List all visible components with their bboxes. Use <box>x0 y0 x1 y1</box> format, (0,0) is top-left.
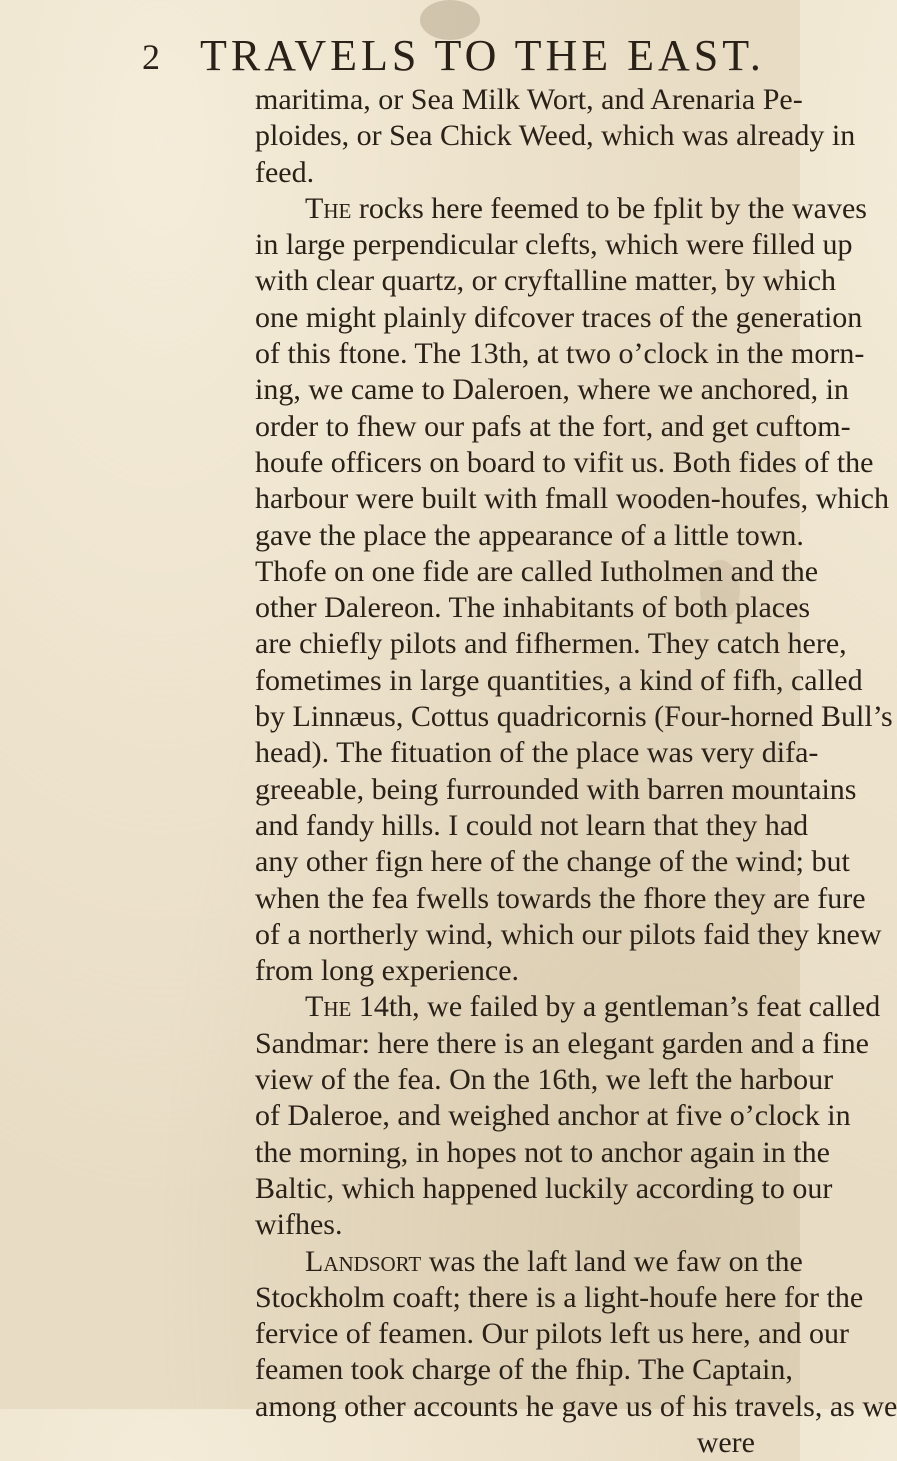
line-text: any other fign here of the change of the wind; but <box>255 845 850 879</box>
line-text: rocks here feemed to be fplit by the waves <box>351 191 867 225</box>
line-text: and fandy hills. I could not learn that they had <box>255 808 809 842</box>
text-line <box>255 409 851 445</box>
line-text: view of the fea. On the 16th, we left the harbour <box>255 1063 834 1097</box>
text-line <box>255 1098 851 1134</box>
line-text: when the fea fwells towards the fhore they are fure <box>255 881 866 915</box>
running-title: TRAVELS TO THE EAST. <box>200 31 765 80</box>
text-line <box>255 699 893 735</box>
paragraph-lead: Landsort <box>305 1244 422 1278</box>
text-line <box>255 191 867 227</box>
line-text: from long experience. <box>255 954 520 988</box>
line-text: head). The fituation of the place was very difa- <box>255 736 819 770</box>
paragraph-lead: The <box>305 990 352 1024</box>
line-text: among other accounts he gave us of his travels, as we <box>255 1389 897 1423</box>
body-text <box>255 82 897 1461</box>
line-text: was the laft land we faw on the <box>421 1244 803 1278</box>
text-line <box>255 1207 755 1243</box>
line-text: gave the place the appearance of a little town. <box>255 518 804 552</box>
text-line <box>255 1352 793 1388</box>
text-line <box>255 372 849 408</box>
text-line <box>255 1062 834 1098</box>
line-text: in large perpendicular clefts, which were filled up <box>255 228 853 262</box>
running-head <box>0 26 800 86</box>
line-text: feed. <box>255 155 315 189</box>
text-line <box>255 227 853 263</box>
text-line <box>255 590 811 626</box>
line-text: one might plainly difcover traces of the generation <box>255 300 863 334</box>
line-text: greeable, being furrounded with barren mountains <box>255 772 857 806</box>
text-line <box>255 1171 833 1207</box>
text-line <box>255 481 889 517</box>
line-text: wifhes. <box>255 1208 343 1242</box>
text-line <box>255 554 819 590</box>
text-line <box>255 445 874 481</box>
text-line <box>255 953 755 989</box>
line-text: fervice of feamen. Our pilots left us here, and our <box>255 1317 849 1351</box>
line-text: Thofe on one fide are called Iutholmen and the <box>255 554 819 588</box>
text-line <box>255 808 809 844</box>
line-text: of a northerly wind, which our pilots faid they knew <box>255 917 882 951</box>
line-text: Sandmar: here there is an elegant garden and a fine <box>255 1026 869 1060</box>
line-text: 14th, we failed by a gentleman’s feat called <box>351 990 881 1024</box>
line-text: order to fhew our pafs at the fort, and get cuftom- <box>255 409 851 443</box>
line-text: the morning, in hopes not to anchor again in the <box>255 1135 830 1169</box>
text-line <box>255 626 847 662</box>
line-text: maritima, or Sea Milk Wort, and Arenaria Pe- <box>255 83 803 116</box>
line-text: Baltic, which happened luckily according to our <box>255 1171 833 1205</box>
line-text: ploides, or Sea Chick Weed, which was already in <box>255 119 856 153</box>
text-line <box>255 1425 755 1461</box>
text-line <box>255 1280 864 1316</box>
text-line <box>255 1316 849 1352</box>
line-text: harbour were built with fmall wooden-houfes, which <box>255 482 889 516</box>
text-line <box>255 663 863 699</box>
text-line <box>255 772 857 808</box>
text-line <box>255 1026 869 1062</box>
line-text: of Daleroe, and weighed anchor at five o’clock in <box>255 1099 851 1133</box>
line-text: feamen took charge of the fhip. The Captain, <box>255 1353 793 1387</box>
line-text: fometimes in large quantities, a kind of fifh, called <box>255 663 863 697</box>
text-line <box>255 917 882 953</box>
text-line <box>255 82 803 118</box>
line-text: of this ftone. The 13th, at two o’clock in the morn- <box>255 337 865 371</box>
text-line <box>255 844 850 880</box>
text-line <box>255 1135 830 1171</box>
text-line <box>255 1244 803 1280</box>
line-text: other Dalereon. The inhabitants of both places <box>255 591 811 625</box>
text-line <box>255 263 837 299</box>
line-text: ing, we came to Daleroen, where we anchored, in <box>255 373 849 407</box>
text-line <box>255 300 863 336</box>
text-line <box>255 989 881 1025</box>
text-line <box>255 1389 897 1425</box>
line-text: with clear quartz, or cryftalline matter, by which <box>255 264 837 298</box>
line-text: houfe officers on board to vifit us. Both fides of the <box>255 445 874 479</box>
line-text: by Linnæus, Cottus quadricornis (Four-horned Bull’s <box>255 700 893 734</box>
text-line <box>255 155 755 191</box>
line-text: were <box>696 1425 755 1459</box>
page-number: 2 <box>142 37 160 77</box>
text-line <box>255 336 865 372</box>
line-text: Stockholm coaft; there is a light-houfe here for the <box>255 1280 864 1314</box>
text-line <box>255 518 804 554</box>
text-line <box>255 735 819 771</box>
line-text: are chiefly pilots and fifhermen. They catch here, <box>255 627 847 661</box>
text-line <box>255 118 856 154</box>
paragraph-lead: The <box>305 191 352 225</box>
text-line <box>255 881 866 917</box>
